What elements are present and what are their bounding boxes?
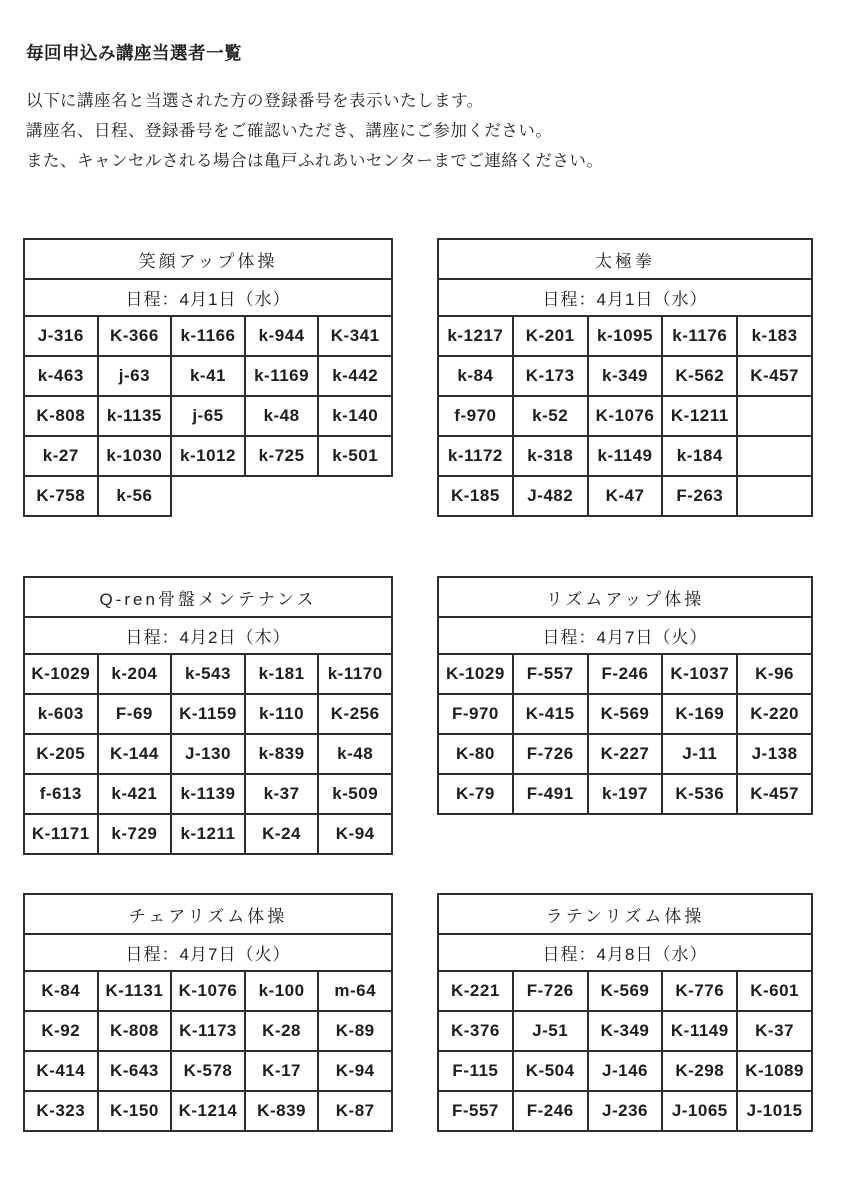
registration-cell: K-256: [318, 694, 392, 734]
registration-cell: K-1214: [171, 1091, 245, 1131]
registration-cell: K-89: [318, 1011, 392, 1051]
registration-cell: k-184: [662, 436, 737, 476]
registration-cell: K-414: [24, 1051, 98, 1091]
registration-cell: K-80: [438, 734, 513, 774]
registration-cell: K-839: [245, 1091, 319, 1131]
registration-cell: F-726: [513, 971, 588, 1011]
registration-cell: f-613: [24, 774, 98, 814]
registration-cell: K-173: [513, 356, 588, 396]
registration-cell: k-839: [245, 734, 319, 774]
empty-area: [245, 476, 319, 516]
registration-cell: F-970: [438, 694, 513, 734]
intro-line: 以下に講座名と当選された方の登録番号を表示いたします。: [26, 92, 484, 110]
registration-cell: K-144: [98, 734, 172, 774]
registration-cell: k-48: [245, 396, 319, 436]
registration-cell: K-536: [662, 774, 737, 814]
registration-cell: K-758: [24, 476, 98, 516]
course-table: [23, 238, 393, 517]
registration-cell: F-115: [438, 1051, 513, 1091]
registration-cell: k-181: [245, 654, 319, 694]
registration-cell: K-79: [438, 774, 513, 814]
registration-cell: j-63: [98, 356, 172, 396]
course-table-slot: [437, 238, 813, 517]
registration-cell: K-643: [98, 1051, 172, 1091]
registration-cell: k-1211: [171, 814, 245, 854]
registration-cell: k-197: [588, 774, 663, 814]
registration-cell: K-349: [588, 1011, 663, 1051]
registration-cell: k-421: [98, 774, 172, 814]
registration-cell: k-56: [98, 476, 172, 516]
registration-cell: K-227: [588, 734, 663, 774]
course-schedule: 日程：4月7日（火）: [438, 617, 812, 654]
course-name: Q-ren骨盤メンテナンス: [24, 577, 392, 617]
registration-cell: F-246: [513, 1091, 588, 1131]
registration-cell: k-27: [24, 436, 98, 476]
registration-cell: F-246: [588, 654, 663, 694]
registration-cell: K-169: [662, 694, 737, 734]
registration-cell: k-509: [318, 774, 392, 814]
empty-area: [318, 476, 392, 516]
registration-cell: K-92: [24, 1011, 98, 1051]
registration-cell: K-1089: [737, 1051, 812, 1091]
registration-cell: k-84: [438, 356, 513, 396]
course-schedule: 日程：4月8日（水）: [438, 934, 812, 971]
table-row: [438, 1011, 812, 1051]
registration-cell: k-349: [588, 356, 663, 396]
registration-cell: k-100: [245, 971, 319, 1011]
course-schedule: 日程：4月7日（火）: [24, 934, 392, 971]
intro-line: 講座名、日程、登録番号をご確認いただき、講座にご参加ください。: [26, 122, 553, 140]
table-row: [438, 396, 812, 436]
table-row: [438, 356, 812, 396]
table-row: [24, 396, 392, 436]
registration-cell: K-94: [318, 814, 392, 854]
registration-cell: F-69: [98, 694, 172, 734]
registration-cell: k-41: [171, 356, 245, 396]
registration-cell: F-263: [662, 476, 737, 516]
registration-cell: k-1172: [438, 436, 513, 476]
registration-cell: K-1076: [588, 396, 663, 436]
registration-cell: K-37: [737, 1011, 812, 1051]
table-row: [438, 734, 812, 774]
registration-cell: J-1015: [737, 1091, 812, 1131]
course-table-slot: [437, 893, 813, 1132]
registration-cell: K-96: [737, 654, 812, 694]
registration-cell: k-463: [24, 356, 98, 396]
registration-cell: K-341: [318, 316, 392, 356]
course-table: [437, 238, 813, 517]
registration-cell: k-1095: [588, 316, 663, 356]
registration-cell: J-11: [662, 734, 737, 774]
registration-cell: j-65: [171, 396, 245, 436]
registration-cell: k-140: [318, 396, 392, 436]
registration-cell: m-64: [318, 971, 392, 1011]
registration-cell: k-37: [245, 774, 319, 814]
registration-cell: K-808: [24, 396, 98, 436]
course-table: [437, 576, 813, 815]
course-name: 笑顔アップ体操: [24, 239, 392, 279]
registration-cell: K-569: [588, 694, 663, 734]
registration-cell: k-1170: [318, 654, 392, 694]
registration-cell: k-52: [513, 396, 588, 436]
registration-cell: J-146: [588, 1051, 663, 1091]
registration-cell: k-729: [98, 814, 172, 854]
registration-cell: K-87: [318, 1091, 392, 1131]
registration-cell: K-201: [513, 316, 588, 356]
registration-cell: k-1217: [438, 316, 513, 356]
registration-cell: K-366: [98, 316, 172, 356]
registration-cell: k-1135: [98, 396, 172, 436]
registration-cell: J-316: [24, 316, 98, 356]
registration-cell: F-557: [438, 1091, 513, 1131]
table-row: [24, 476, 392, 516]
registration-cell: K-1149: [662, 1011, 737, 1051]
course-table-slot: [23, 893, 393, 1132]
registration-cell: K-1037: [662, 654, 737, 694]
registration-cell: K-94: [318, 1051, 392, 1091]
registration-cell: k-48: [318, 734, 392, 774]
table-row: [24, 1051, 392, 1091]
registration-cell: K-220: [737, 694, 812, 734]
registration-cell: k-944: [245, 316, 319, 356]
registration-cell: K-150: [98, 1091, 172, 1131]
registration-cell: K-205: [24, 734, 98, 774]
registration-cell: K-776: [662, 971, 737, 1011]
table-row: [438, 1051, 812, 1091]
registration-cell: K-578: [171, 1051, 245, 1091]
course-name: チェアリズム体操: [24, 894, 392, 934]
table-row: [24, 436, 392, 476]
empty-area: [171, 476, 245, 516]
registration-cell: K-808: [98, 1011, 172, 1051]
page-title: 毎回申込み講座当選者一覧: [26, 43, 242, 63]
registration-cell: [737, 476, 812, 516]
intro-line: また、キャンセルされる場合は亀戸ふれあいセンターまでご連絡ください。: [26, 152, 604, 170]
registration-cell: K-298: [662, 1051, 737, 1091]
registration-cell: K-601: [737, 971, 812, 1011]
course-schedule: 日程：4月2日（木）: [24, 617, 392, 654]
table-row: [24, 654, 392, 694]
registration-cell: K-17: [245, 1051, 319, 1091]
table-row: [438, 436, 812, 476]
registration-cell: k-183: [737, 316, 812, 356]
intro-paragraph: [26, 86, 603, 176]
registration-cell: k-442: [318, 356, 392, 396]
table-row: [24, 356, 392, 396]
table-row: [24, 1091, 392, 1131]
table-row: [438, 694, 812, 734]
registration-cell: K-457: [737, 356, 812, 396]
registration-cell: J-130: [171, 734, 245, 774]
course-table-slot: [23, 238, 393, 517]
course-name: リズムアップ体操: [438, 577, 812, 617]
registration-cell: K-1029: [24, 654, 98, 694]
course-table: [437, 893, 813, 1132]
registration-cell: K-47: [588, 476, 663, 516]
registration-cell: K-1131: [98, 971, 172, 1011]
registration-cell: K-1076: [171, 971, 245, 1011]
registration-cell: J-138: [737, 734, 812, 774]
table-row: [24, 774, 392, 814]
registration-cell: F-557: [513, 654, 588, 694]
registration-cell: k-1149: [588, 436, 663, 476]
course-schedule: 日程：4月1日（水）: [438, 279, 812, 316]
table-row: [24, 814, 392, 854]
table-row: [438, 971, 812, 1011]
table-row: [438, 654, 812, 694]
registration-cell: K-185: [438, 476, 513, 516]
registration-cell: k-318: [513, 436, 588, 476]
table-row: [438, 316, 812, 356]
registration-cell: K-24: [245, 814, 319, 854]
registration-cell: K-28: [245, 1011, 319, 1051]
registration-cell: k-501: [318, 436, 392, 476]
course-table-slot: [437, 576, 813, 815]
registration-cell: K-221: [438, 971, 513, 1011]
registration-cell: f-970: [438, 396, 513, 436]
registration-cell: k-603: [24, 694, 98, 734]
registration-cell: K-562: [662, 356, 737, 396]
registration-cell: J-236: [588, 1091, 663, 1131]
registration-cell: J-1065: [662, 1091, 737, 1131]
table-row: [24, 1011, 392, 1051]
registration-cell: F-491: [513, 774, 588, 814]
table-row: [24, 971, 392, 1011]
registration-cell: k-204: [98, 654, 172, 694]
registration-cell: [737, 436, 812, 476]
registration-cell: K-1159: [171, 694, 245, 734]
registration-cell: K-323: [24, 1091, 98, 1131]
table-row: [438, 476, 812, 516]
registration-cell: K-1171: [24, 814, 98, 854]
table-row: [24, 316, 392, 356]
registration-cell: K-1029: [438, 654, 513, 694]
registration-cell: K-1173: [171, 1011, 245, 1051]
registration-cell: J-482: [513, 476, 588, 516]
table-row: [438, 774, 812, 814]
registration-cell: k-1169: [245, 356, 319, 396]
registration-cell: K-376: [438, 1011, 513, 1051]
registration-cell: K-415: [513, 694, 588, 734]
table-row: [438, 1091, 812, 1131]
registration-cell: k-110: [245, 694, 319, 734]
registration-cell: K-504: [513, 1051, 588, 1091]
registration-cell: K-457: [737, 774, 812, 814]
registration-cell: k-725: [245, 436, 319, 476]
course-table: [23, 893, 393, 1132]
course-table-slot: [23, 576, 393, 855]
registration-cell: K-84: [24, 971, 98, 1011]
registration-cell: F-726: [513, 734, 588, 774]
course-table: [23, 576, 393, 855]
registration-cell: k-1012: [171, 436, 245, 476]
course-name: 太極拳: [438, 239, 812, 279]
registration-cell: K-569: [588, 971, 663, 1011]
table-row: [24, 694, 392, 734]
registration-cell: k-543: [171, 654, 245, 694]
registration-cell: K-1211: [662, 396, 737, 436]
registration-cell: [737, 396, 812, 436]
table-row: [24, 734, 392, 774]
registration-cell: k-1139: [171, 774, 245, 814]
registration-cell: k-1166: [171, 316, 245, 356]
registration-cell: k-1176: [662, 316, 737, 356]
course-schedule: 日程：4月1日（水）: [24, 279, 392, 316]
registration-cell: J-51: [513, 1011, 588, 1051]
registration-cell: k-1030: [98, 436, 172, 476]
course-name: ラテンリズム体操: [438, 894, 812, 934]
